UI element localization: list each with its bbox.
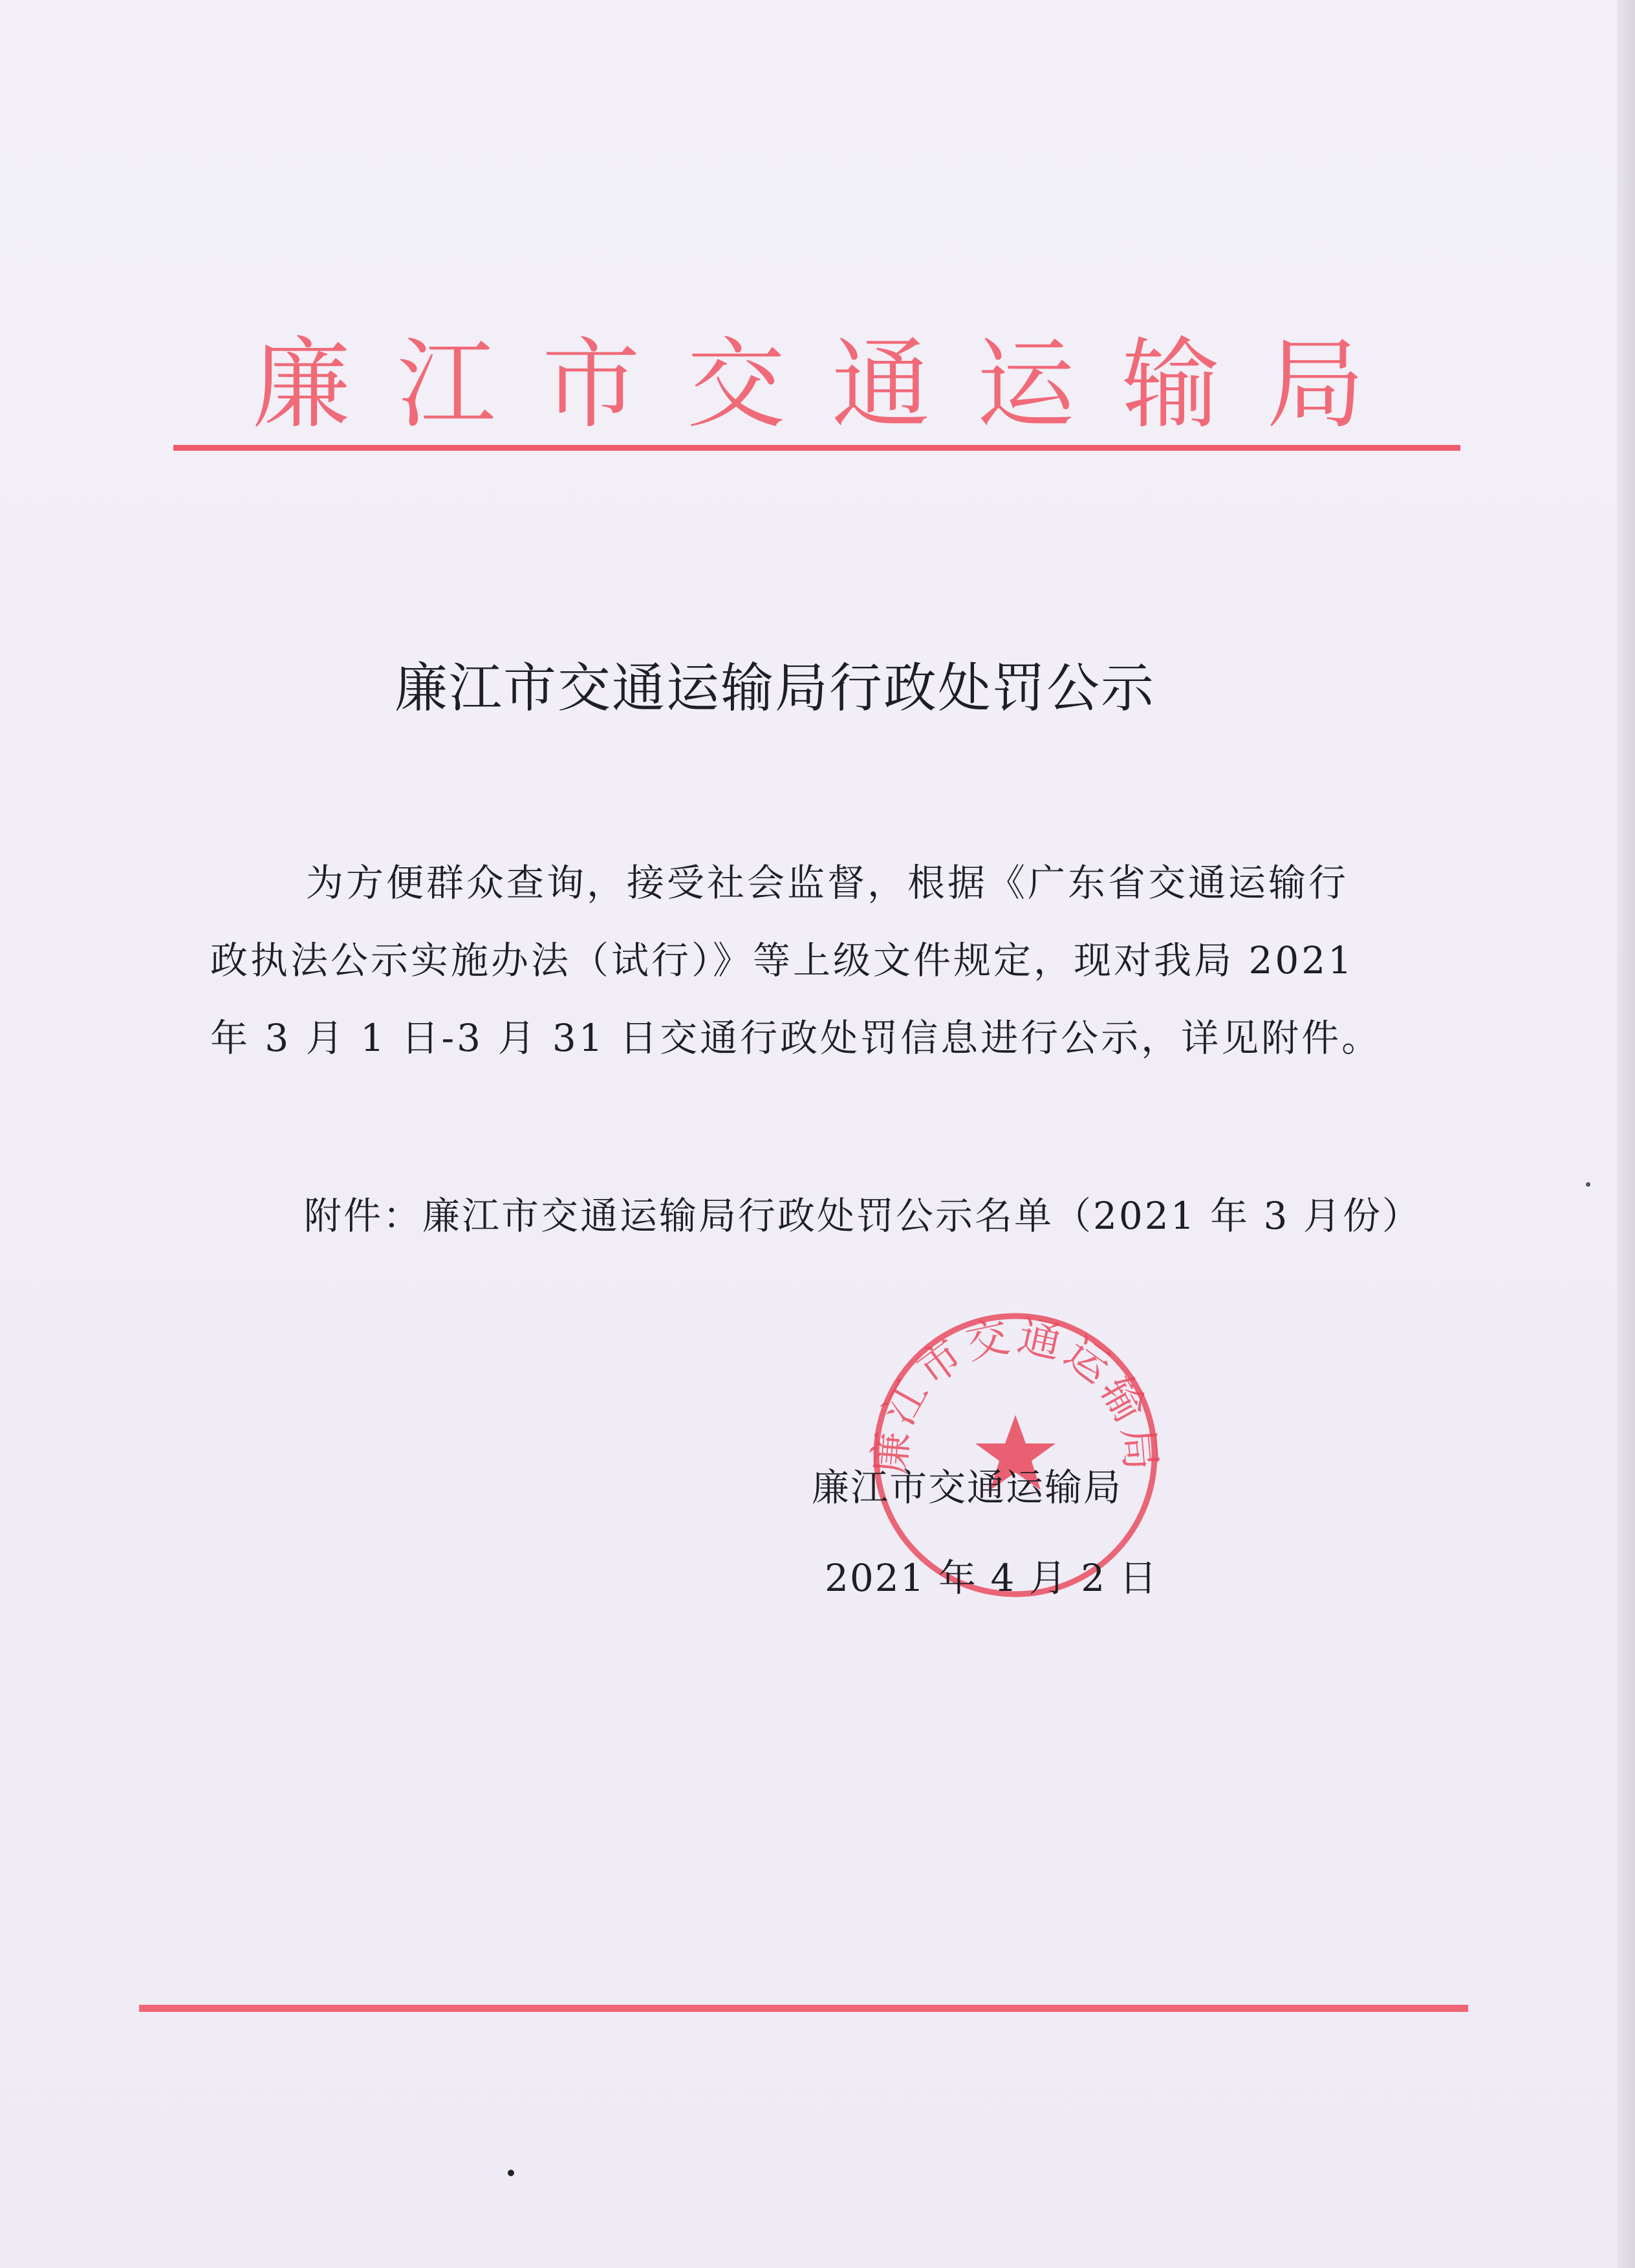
scan-speck	[1586, 1182, 1590, 1187]
masthead-red-rule	[173, 445, 1460, 451]
body-line-3: 年 3 月 1 日-3 月 31 日交通行政处罚信息进行公示，详见附件。	[210, 1016, 1382, 1060]
signature-date: 2021 年 4 月 2 日	[825, 1556, 1158, 1600]
attachment-note: 附件：廉江市交通运输局行政处罚公示名单（2021 年 3 月份）	[304, 1194, 1422, 1238]
body-paragraph	[210, 844, 1420, 1077]
body-line-1: 为方便群众查询，接受社会监督，根据《广东省交通运输行	[306, 861, 1349, 905]
masthead-agency-name: 廉江市交通运输局	[252, 327, 1411, 442]
seal-text: 廉江市交通运输局	[864, 1310, 1167, 1476]
page-title: 廉江市交通运输局行政处罚公示	[395, 658, 1156, 719]
body-line-2: 政执法公示实施办法（试行）》等上级文件规定，现对我局 2021	[210, 938, 1355, 982]
page-edge-shadow	[1617, 0, 1635, 2268]
footer-red-rule	[139, 2005, 1468, 2012]
signature-organization: 廉江市交通运输局	[812, 1465, 1123, 1509]
scan-speck	[508, 2170, 514, 2176]
